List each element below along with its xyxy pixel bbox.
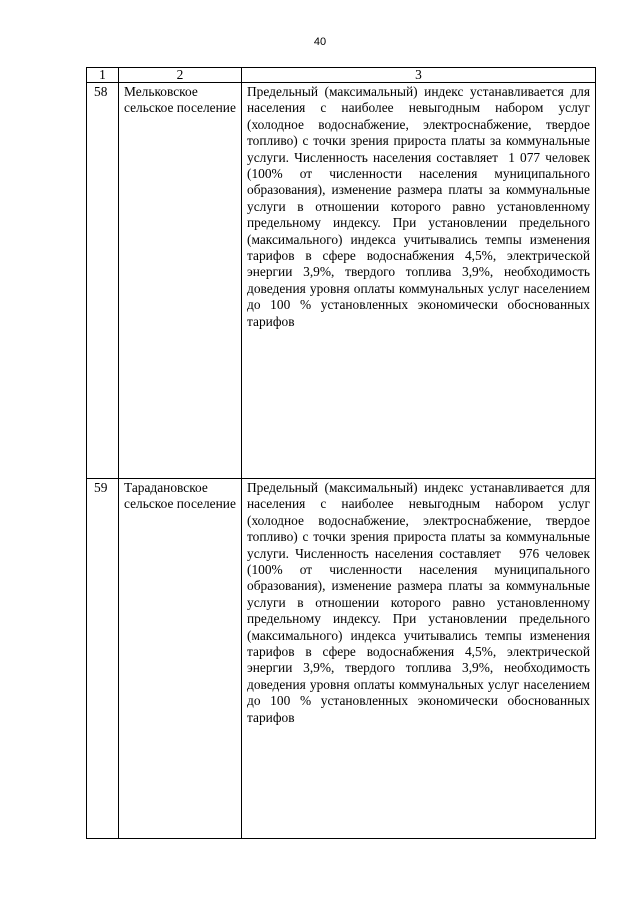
description-text: Предельный (максимальный) индекс устанавливается для населения с наиболее невыгодным набором услуг (холодное водоснабжение, электроснабжение, твердое топливо) с точки зрения прироста платы за коммунальные услуги. Численность населения составляет 976 человек (100% от численности населения муниципального образования), изменение размера платы за коммунальные услуги в отношении которого равно установленному предельному индексу. При установлении предельного (максимального) индекса учитывались темпы изменения тарифов в сфере водоснабжения 4,5%, электрической энергии 3,9%, твердого топлива 3,9%, необходимость доведения уровня оплаты коммунальных услуг населением до 100 % установленных экономически обоснованных тарифов <box>247 480 594 725</box>
index-description <box>242 83 596 479</box>
description-text: Предельный (максимальный) индекс устанавливается для населения с наиболее невыгодным набором услуг (холодное водоснабжение, электроснабжение, твердое топливо) с точки зрения прироста платы за коммунальные услуги. Численность населения составляет 1 077 человек (100% от численности населения муниципального образования), изменение размера платы за коммунальные услуги в отношении которого равно установленному предельному индексу. При установлении предельного (максимального) индекса учитывались темпы изменения тарифов в сфере водоснабжения 4,5%, электрической энергии 3,9%, твердого топлива 3,9%, необходимость доведения уровня оплаты коммунальных услуг населением до 100 % установленных экономически обоснованных тарифов <box>247 84 594 329</box>
document-table <box>86 67 596 839</box>
index-description <box>242 479 596 839</box>
table-row <box>87 479 596 839</box>
row-number: 58 <box>87 83 119 479</box>
page-number: 40 <box>313 36 327 48</box>
settlement-name: Мельковское сельское поселение <box>119 83 242 479</box>
header-cell-1: 1 <box>87 68 119 83</box>
row-number: 59 <box>87 479 119 839</box>
header-cell-2: 2 <box>119 68 242 83</box>
table-row <box>87 83 596 479</box>
header-cell-3: 3 <box>242 68 596 83</box>
table-header-row <box>87 68 596 83</box>
settlement-name: Тарадановское сельское поселение <box>119 479 242 839</box>
